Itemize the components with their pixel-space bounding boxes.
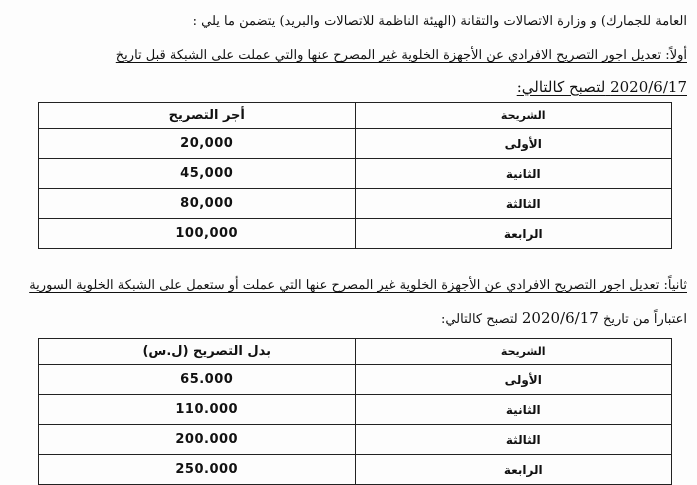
row-value: 20,000 xyxy=(39,129,356,159)
row-value: 65.000 xyxy=(39,365,356,395)
row-category: الأولى xyxy=(355,129,672,159)
table-header-row xyxy=(39,103,672,129)
table-row xyxy=(39,455,672,485)
row-category: الثالثة xyxy=(355,425,672,455)
section1-date: 2020/6/17 xyxy=(610,78,687,96)
section2-subline xyxy=(441,308,687,330)
fees-table-1 xyxy=(38,102,672,249)
cut-off-top-line xyxy=(60,0,687,4)
row-value: 110.000 xyxy=(39,395,356,425)
table-row xyxy=(39,425,672,455)
section2-prefix: اعتباراً من تاريخ xyxy=(602,312,687,327)
table-row xyxy=(39,395,672,425)
row-value: 200.000 xyxy=(39,425,356,455)
intro-line: العامة للجمارك) و وزارة الاتصالات والتقانة (الهيئة الناظمة للاتصالات والبريد) يتضمن ما يلي : xyxy=(192,14,687,29)
row-value: 45,000 xyxy=(39,159,356,189)
row-value: 80,000 xyxy=(39,189,356,219)
header-value: أجر التصريح xyxy=(39,103,356,129)
section2-heading: ثانياً: تعديل اجور التصريح الافرادي عن الأجهزة الخلوية غير المصرح عنها التي عملت أو ستعمل على الشبكة الخلوية السورية xyxy=(29,278,687,293)
table-row xyxy=(39,365,672,395)
row-category: الرابعة xyxy=(355,455,672,485)
section2-suffix: لتصبح كالتالي: xyxy=(440,312,518,327)
table-row xyxy=(39,189,672,219)
table-row xyxy=(39,129,672,159)
section1-subline xyxy=(517,77,687,97)
row-value: 100,000 xyxy=(39,219,356,249)
table-row xyxy=(39,159,672,189)
row-category: الثانية xyxy=(355,159,672,189)
header-category: الشريحة xyxy=(355,103,672,129)
row-category: الثانية xyxy=(355,395,672,425)
fees-table-2 xyxy=(38,338,672,485)
header-value: بدل التصريح (ل.س) xyxy=(39,339,356,365)
row-category: الأولى xyxy=(355,365,672,395)
section1-suffix: لتصبح كالتالي: xyxy=(516,78,606,96)
header-category: الشريحة xyxy=(355,339,672,365)
table-row xyxy=(39,219,672,249)
row-category: الرابعة xyxy=(355,219,672,249)
table-header-row xyxy=(39,339,672,365)
section2-date: 2020/6/17 xyxy=(521,309,599,327)
row-category: الثالثة xyxy=(355,189,672,219)
section1-heading: أولاً: تعديل اجور التصريح الافرادي عن الأجهزة الخلوية غير المصرح عنها والتي عملت على الشبكة قبل تاريخ xyxy=(115,48,687,63)
row-value: 250.000 xyxy=(39,455,356,485)
